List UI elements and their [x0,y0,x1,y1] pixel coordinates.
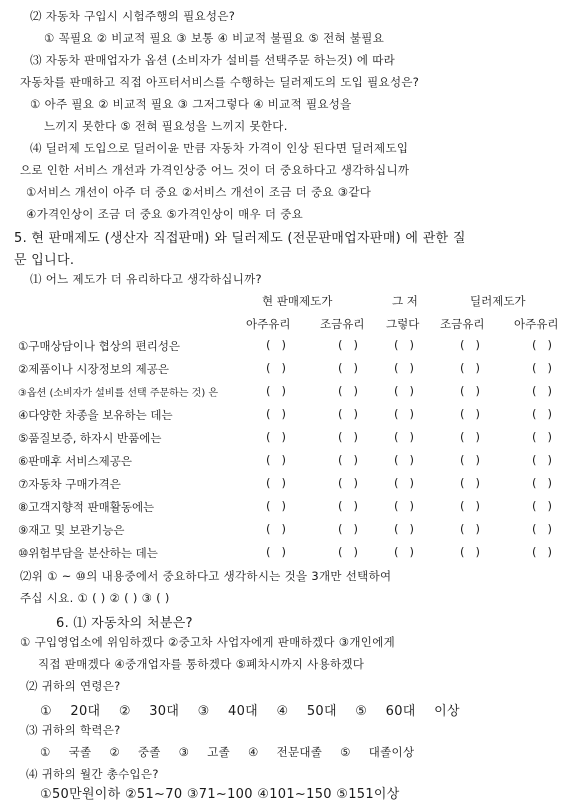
answer-blank[interactable]: ( ) [532,407,552,421]
row-label: ⑤품질보증, 하자시 반품에는 [18,431,162,445]
subheader-2: 조금유리 [320,317,365,331]
row-label: ④다양한 차종을 보유하는 데는 [18,408,173,422]
section6-q1: 6. ⑴ 자동차의 처분은? [56,616,193,631]
answer-blank[interactable]: ( ) [394,453,414,467]
answer-blank[interactable]: ( ) [266,407,286,421]
answer-blank[interactable]: ( ) [394,499,414,513]
row-label: ②제품이나 시장정보의 제공은 [18,362,169,376]
answer-blank[interactable]: ( ) [266,384,286,398]
q3-options-a: ① 아주 필요 ② 비교적 필요 ③ 그저그렇다 ④ 비교적 필요성을 [30,97,352,111]
row-label: ⑩위험부담을 분산하는 데는 [18,546,158,560]
subheader-3: 그렇다 [386,317,420,331]
answer-blank[interactable]: ( ) [338,407,358,421]
answer-blank[interactable]: ( ) [532,384,552,398]
answer-blank[interactable]: ( ) [532,476,552,490]
answer-blank[interactable]: ( ) [460,430,480,444]
q4-title: ⑷ 딜러제 도입으로 딜러이윤 만큼 자동차 가격이 인상 된다면 딜러제도입 [30,141,409,155]
answer-blank[interactable]: ( ) [394,545,414,559]
section6-q4: ⑷ 귀하의 월간 총수입은? [26,767,159,781]
section6-q2-options: ① 20대 ② 30대 ③ 40대 ④ 50대 ⑤ 60대 이상 [40,704,460,719]
answer-blank[interactable]: ( ) [266,499,286,513]
section5-title: 5. 현 판매제도 (생산자 직접판매) 와 딜러제도 (전문판매업자판매) 에 관한 질 [14,231,466,246]
answer-blank[interactable]: ( ) [338,545,358,559]
section6-q3-options: ① 국졸 ② 중졸 ③ 고졸 ④ 전문대졸 ⑤ 대졸이상 [40,745,415,759]
answer-blank[interactable]: ( ) [460,338,480,352]
answer-blank[interactable]: ( ) [266,545,286,559]
header-dealer-system: 딜러제도가 [470,294,526,308]
section5-q1: ⑴ 어느 제도가 더 유리하다고 생각하십니까? [30,272,262,286]
answer-blank[interactable]: ( ) [338,338,358,352]
answer-blank[interactable]: ( ) [266,522,286,536]
section6-q1-options-a: ① 구입영업소에 위임하겠다 ②중고차 사업자에게 판매하겠다 ③개인에게 [20,635,396,649]
row-label: ⑥판매후 서비스제공은 [18,454,132,468]
q4-options-b: ④가격인상이 조금 더 중요 ⑤가격인상이 매우 더 중요 [26,207,304,221]
subheader-4: 조금유리 [440,317,485,331]
answer-blank[interactable]: ( ) [532,499,552,513]
row-label: ⑧고객지향적 판매활동에는 [18,500,155,514]
answer-blank[interactable]: ( ) [460,476,480,490]
q2-options: ① 꼭필요 ② 비교적 필요 ③ 보통 ④ 비교적 불필요 ⑤ 전혀 불필요 [44,31,385,45]
answer-blank[interactable]: ( ) [460,453,480,467]
section5-q2-a: ⑵위 ① ~ ⑩의 내용중에서 중요하다고 생각하시는 것을 3개만 선택하여 [20,569,392,583]
answer-blank[interactable]: ( ) [394,338,414,352]
answer-blank[interactable]: ( ) [338,499,358,513]
answer-blank[interactable]: ( ) [266,338,286,352]
answer-blank[interactable]: ( ) [338,476,358,490]
answer-blank[interactable]: ( ) [394,384,414,398]
answer-blank[interactable]: ( ) [460,384,480,398]
answer-blank[interactable]: ( ) [266,361,286,375]
section6-q1-options-b: 직접 판매겠다 ④중개업자를 통하겠다 ⑤폐차시까지 사용하겠다 [38,657,365,671]
answer-blank[interactable]: ( ) [338,430,358,444]
section6-q3: ⑶ 귀하의 학력은? [26,723,121,737]
answer-blank[interactable]: ( ) [460,499,480,513]
subheader-1: 아주유리 [246,317,291,331]
subheader-5: 아주유리 [514,317,559,331]
answer-blank[interactable]: ( ) [532,430,552,444]
answer-blank[interactable]: ( ) [266,476,286,490]
row-label: ③옵션 (소비자가 설비를 선택 주문하는 것) 은 [18,388,219,399]
header-neutral: 그 저 [392,294,418,308]
q3-options-b: 느끼지 못한다 ⑤ 전혀 필요성을 느끼지 못한다. [44,119,288,133]
answer-blank[interactable]: ( ) [460,522,480,536]
answer-blank[interactable]: ( ) [460,361,480,375]
q4-continuation: 으로 인한 서비스 개선과 가격인상중 어느 것이 더 중요하다고 생각하십니까 [20,163,410,177]
section5-continuation: 문 입니다. [14,253,75,268]
answer-blank[interactable]: ( ) [532,545,552,559]
section6-q4-options: ①50만원이하 ②51~70 ③71~100 ④101~150 ⑤151이상 [40,787,400,802]
answer-blank[interactable]: ( ) [394,430,414,444]
row-label: ⑦자동차 구매가격은 [18,477,121,491]
answer-blank[interactable]: ( ) [532,338,552,352]
answer-blank[interactable]: ( ) [338,522,358,536]
q4-options-a: ①서비스 개선이 아주 더 중요 ②서비스 개선이 조금 더 중요 ③같다 [26,185,372,199]
answer-blank[interactable]: ( ) [338,361,358,375]
answer-blank[interactable]: ( ) [266,430,286,444]
answer-blank[interactable]: ( ) [460,407,480,421]
answer-blank[interactable]: ( ) [394,407,414,421]
section5-q2-b: 주십 시요. ① ( ) ② ( ) ③ ( ) [20,591,170,605]
answer-blank[interactable]: ( ) [460,545,480,559]
answer-blank[interactable]: ( ) [266,453,286,467]
q2-title: ⑵ 자동차 구입시 시험주행의 필요성은? [30,9,236,23]
answer-blank[interactable]: ( ) [532,522,552,536]
header-current-system: 현 판매제도가 [262,294,333,308]
answer-blank[interactable]: ( ) [532,453,552,467]
section6-q2: ⑵ 귀하의 연령은? [26,679,121,693]
row-label: ⑨재고 및 보관기능은 [18,523,125,537]
answer-blank[interactable]: ( ) [338,453,358,467]
answer-blank[interactable]: ( ) [338,384,358,398]
row-label: ①구매상담이나 협상의 편리성은 [18,339,181,353]
answer-blank[interactable]: ( ) [394,361,414,375]
answer-blank[interactable]: ( ) [394,522,414,536]
q3-continuation: 자동차를 판매하고 직접 아프터서비스를 수행하는 딜러제도의 도입 필요성은? [20,75,420,89]
answer-blank[interactable]: ( ) [532,361,552,375]
q3-title: ⑶ 자동차 판매업자가 옵션 (소비자가 설비를 선택주문 하는것) 에 따라 [30,53,396,67]
answer-blank[interactable]: ( ) [394,476,414,490]
